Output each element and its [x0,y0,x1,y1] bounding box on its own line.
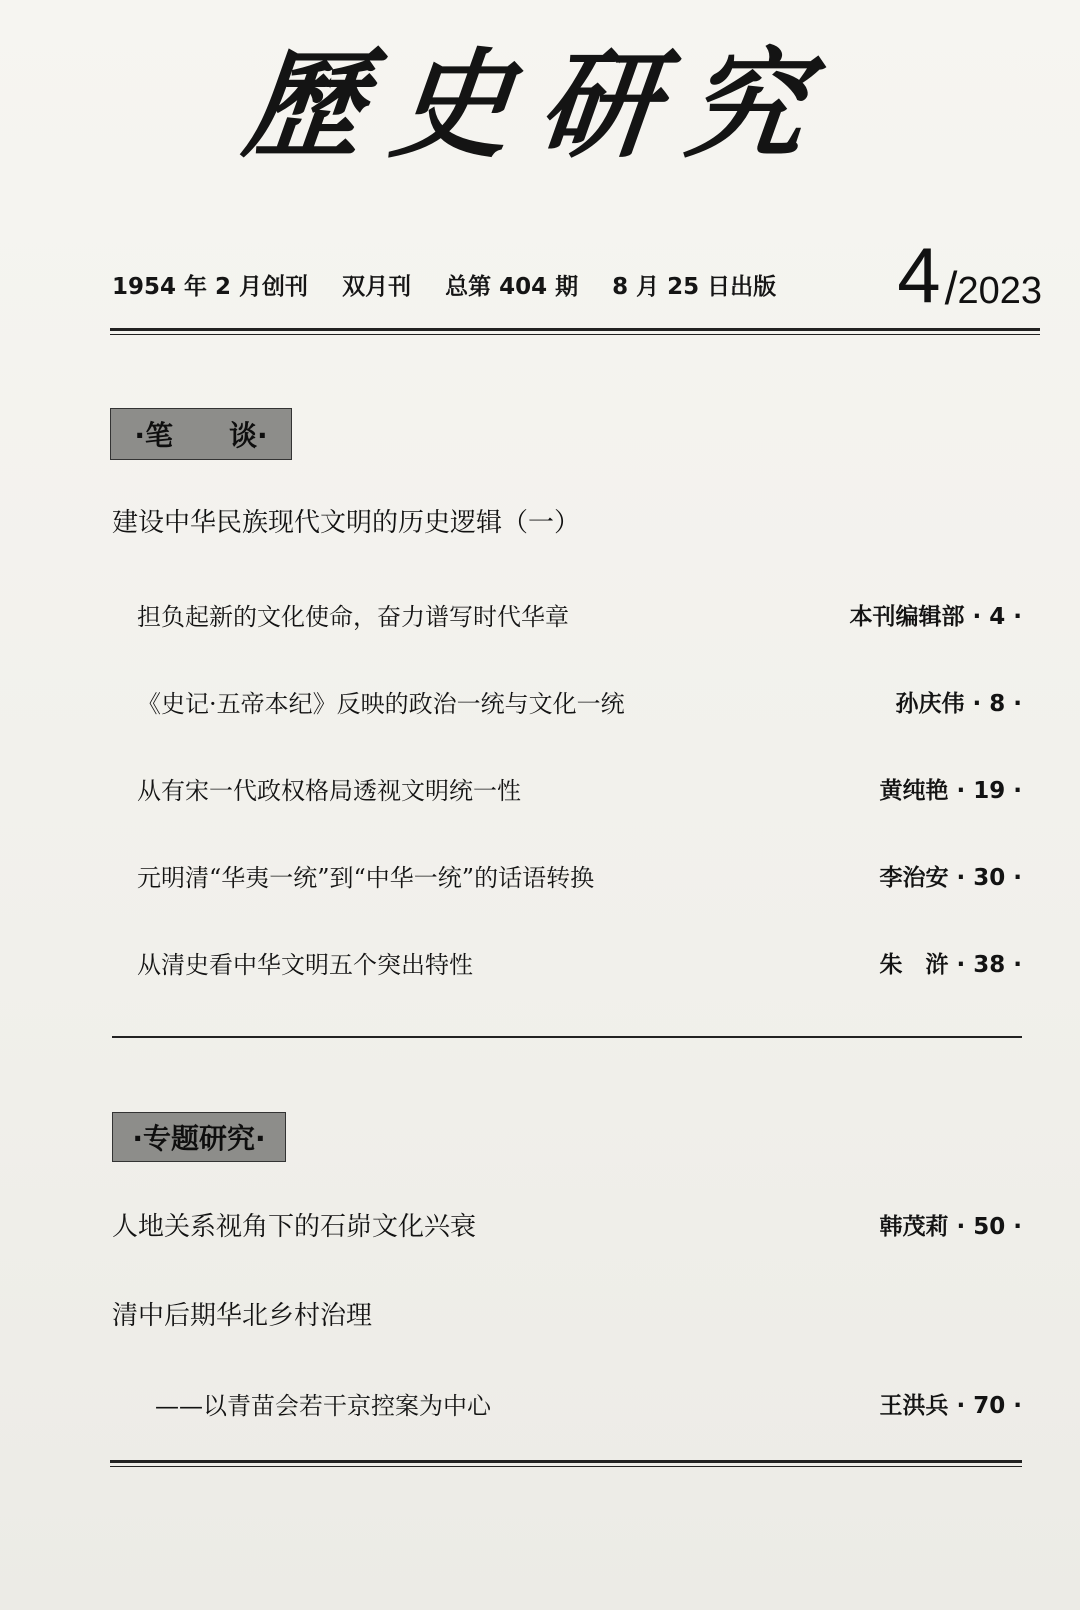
toc-entry-subtitle[interactable] [155,1384,1022,1422]
publish-date: 8 月 25 日出版 [612,274,777,300]
issue-year: 2023 [957,270,1042,312]
entry-title: 担负起新的文化使命，奋力谱写时代华章 [137,602,569,631]
frequency: 双月刊 [342,274,412,300]
header-divider [110,328,1040,335]
publication-info [112,268,776,301]
founded-date: 1954 年 2 月创刊 [112,274,309,300]
masthead-char: 歷 [237,35,371,174]
entry-subtitle: ——以青苗会若干京控案为中心 [155,1391,491,1420]
entry-title: 《史记·五帝本纪》反映的政治一统与文化一统 [137,689,625,718]
toc-entry[interactable] [137,857,1022,893]
entry-author-page: 王洪兵 · 70 · [879,1392,1022,1419]
entry-title: 从清史看中华文明五个突出特性 [137,950,473,979]
toc-entry[interactable] [137,770,1022,806]
entry-author-page: 黄纯艳 · 19 · [879,777,1022,804]
entry-author-page: 韩茂莉 · 50 · [879,1213,1022,1240]
entry-author-page: 本刊编辑部 · 4 · [849,603,1022,630]
issue-num: 4 [897,231,941,319]
masthead-logo [237,35,813,174]
toc-entry[interactable] [137,596,1022,632]
masthead-char: 史 [385,35,518,174]
entry-author-page: 孙庆伟 · 8 · [895,690,1022,717]
footer-divider [110,1460,1022,1467]
masthead-char: 究 [679,35,813,174]
toc-entry[interactable] [137,683,1022,719]
toc-entry[interactable] [112,1205,1022,1243]
issue-number [897,231,1042,319]
entry-author-page: 朱 浒 · 38 · [879,951,1022,978]
masthead-char: 研 [532,35,666,174]
entry-title: 清中后期华北乡村治理 [112,1300,373,1331]
issue-slash: / [944,262,958,314]
entry-title: 从有宋一代政权格局透视文明统一性 [137,776,521,805]
toc-entry[interactable] [112,1294,1022,1332]
entry-title: 元明清“华夷一统”到“中华一统”的话语转换 [137,863,595,892]
section-divider [112,1036,1022,1038]
toc-entry[interactable] [137,944,1022,980]
section-heading: 建设中华民族现代文明的历史逻辑（一） [112,508,581,538]
section-tag-zhuanti: ·专题研究· [112,1112,286,1162]
entry-author-page: 李治安 · 30 · [879,864,1022,891]
entry-title: 人地关系视角下的石峁文化兴衰 [112,1211,477,1242]
total-issue: 总第 404 期 [445,274,579,300]
section-tag-bitan: ·笔 谈· [110,408,292,460]
